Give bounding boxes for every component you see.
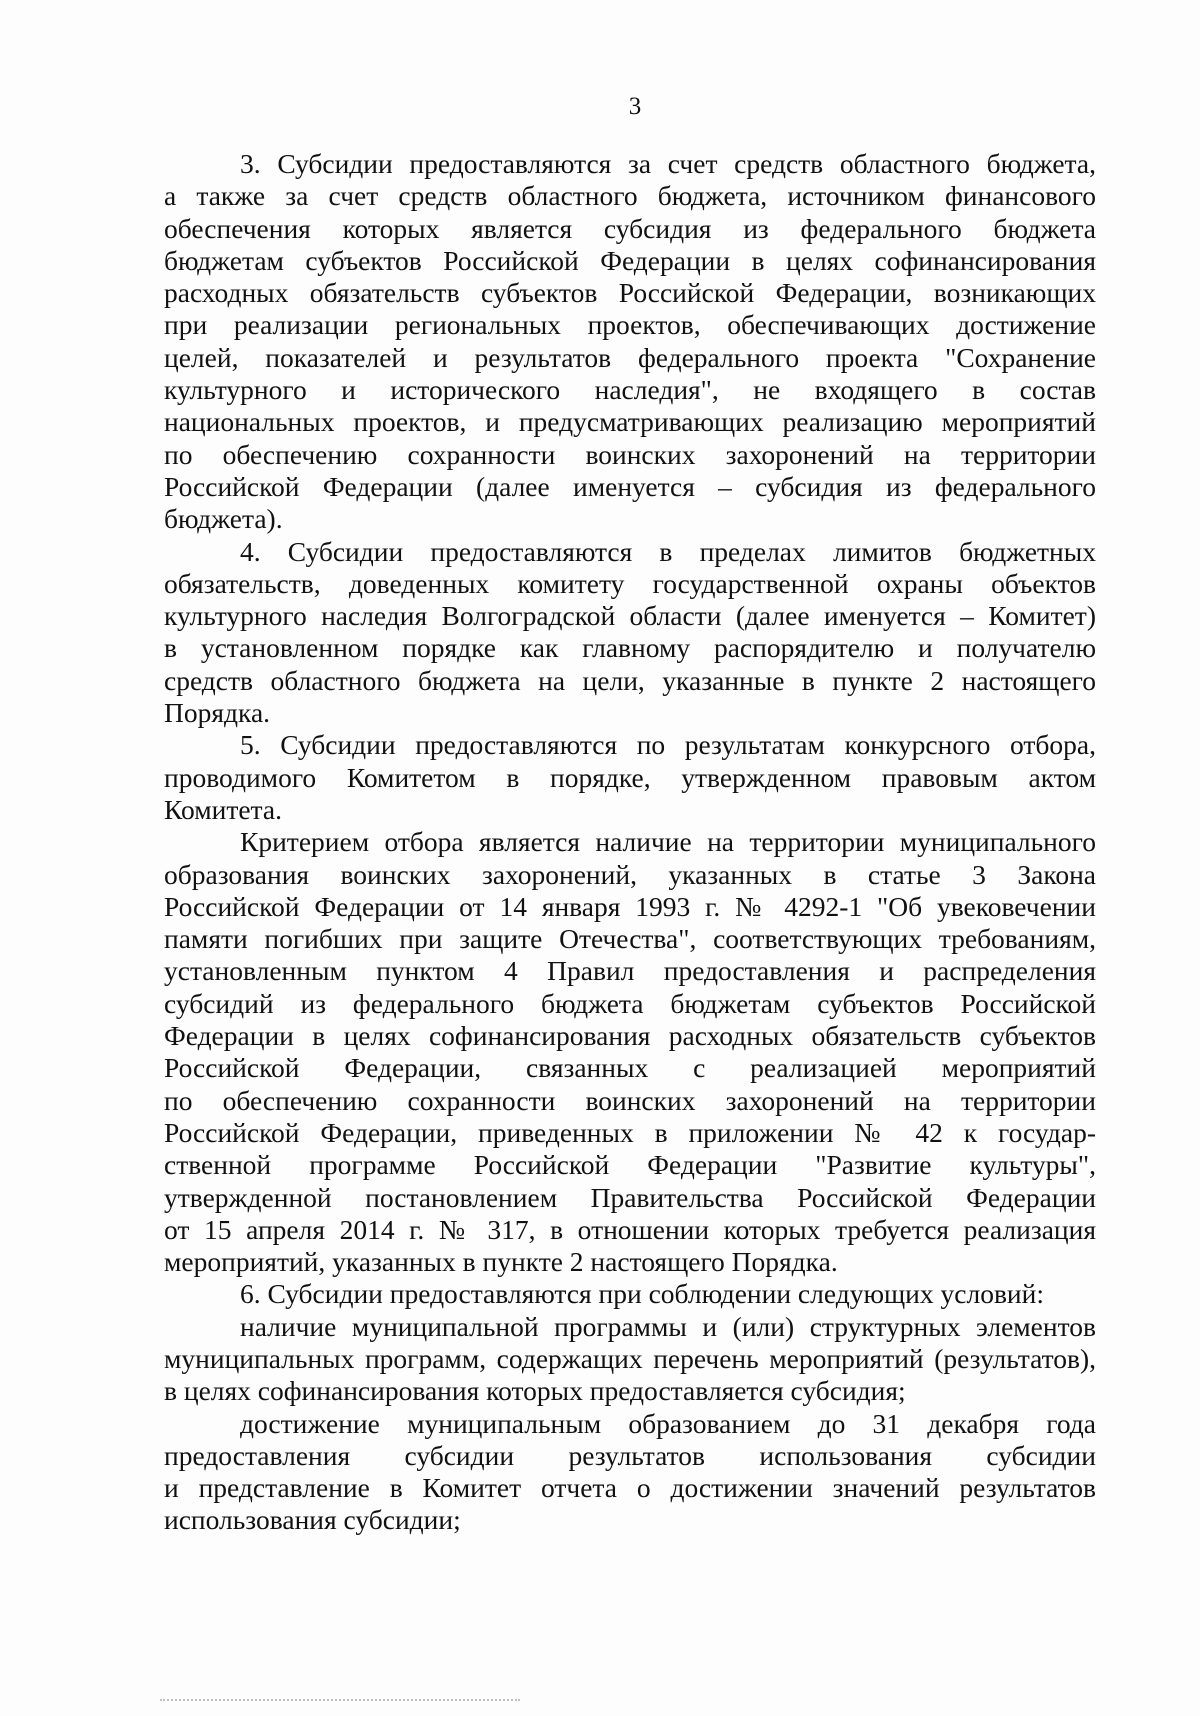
paragraph-item-5-criterion [164, 826, 1096, 1278]
text-line: 5. Субсидии предоставляются по результатам конкурсного отбора, [240, 729, 1096, 761]
text-line: обязательств, доведенных комитету государственной охраны объектов [164, 567, 1096, 599]
text-line: обеспечения которых является субсидия из федерального бюджета [164, 212, 1096, 244]
text-line: мероприятий, указанных в пункте 2 настоящего Порядка. [164, 1246, 838, 1278]
paragraph-item-6 [164, 1278, 1096, 1310]
paragraph-item-4 [164, 536, 1096, 730]
paragraph-item-6-condition-1 [164, 1311, 1096, 1408]
text-line: Порядка. [164, 697, 271, 729]
text-line: предоставления субсидии результатов использования субсидии [164, 1439, 1096, 1471]
text-line: и представление в Комитет отчета о достижении значений результатов [164, 1472, 1096, 1504]
text-line: Комитета. [164, 793, 282, 825]
text-line: субсидий из федерального бюджета бюджетам субъектов Российской [164, 987, 1096, 1019]
text-line: 3. Субсидии предоставляются за счет средств областного бюджета, [240, 148, 1096, 179]
text-line: при реализации региональных проектов, обеспечивающих достижение [164, 309, 1096, 341]
text-line: наличие муниципальной программы и (или) структурных элементов [240, 1310, 1096, 1342]
text-line: целей, показателей и результатов федерального проекта "Сохранение [164, 341, 1096, 373]
text-line: использования субсидии; [164, 1504, 461, 1536]
text-line: в установленном порядке как главному распорядителю и получателю [164, 632, 1096, 664]
text-line: 6. Субсидии предоставляются при соблюдении следующих условий: [240, 1278, 1044, 1310]
scan-artifact [160, 1699, 520, 1704]
text-line: Российской Федерации (далее именуется – субсидия из федерального [164, 470, 1096, 502]
text-line: памяти погибших при защите Отечества", соответствующих требованиям, [164, 923, 1096, 955]
text-line: культурного и исторического наследия", не входящего в состав [164, 374, 1096, 406]
text-line: проводимого Комитетом в порядке, утвержденном правовым актом [164, 761, 1096, 793]
text-line: утвержденной постановлением Правительства Российской Федерации [164, 1181, 1096, 1213]
text-line: расходных обязательств субъектов Российской Федерации, возникающих [164, 277, 1096, 309]
text-line: Федерации в целях софинансирования расходных обязательств субъектов [164, 1020, 1096, 1052]
text-line: ственной программе Российской Федерации "Развитие культуры", [164, 1149, 1096, 1181]
text-line: установленным пунктом 4 Правил предоставления и распределения [164, 955, 1096, 987]
page-number: 3 [628, 93, 642, 120]
text-line: достижение муниципальным образованием до 31 декабря года [240, 1407, 1096, 1439]
text-line: бюджета). [164, 503, 283, 535]
text-line: Российской Федерации, приведенных в приложении № 42 к государ- [164, 1116, 1096, 1148]
text-line: Российской Федерации, связанных с реализацией мероприятий [164, 1052, 1096, 1084]
text-line: муниципальных программ, содержащих перечень мероприятий (результатов), [164, 1342, 1096, 1374]
text-line: а также за счет средств областного бюджета, источником финансового [164, 180, 1096, 212]
paragraph-item-5 [164, 729, 1096, 826]
text-line: Российской Федерации от 14 января 1993 г. № 4292-1 "Об увековечении [164, 890, 1096, 922]
text-line: 4. Субсидии предоставляются в пределах лимитов бюджетных [240, 535, 1096, 567]
text-line: в целях софинансирования которых предоставляется субсидия; [164, 1375, 906, 1407]
text-line: по обеспечению сохранности воинских захоронений на территории [164, 1084, 1096, 1116]
text-line: Критерием отбора является наличие на территории муниципального [240, 826, 1096, 858]
paragraph-item-6-condition-2 [164, 1408, 1096, 1537]
text-line: культурного наследия Волгоградской области (далее именуется – Комитет) [164, 600, 1096, 632]
text-line: средств областного бюджета на цели, указанные в пункте 2 настоящего [164, 664, 1096, 696]
text-line: от 15 апреля 2014 г. № 317, в отношении которых требуется реализация [164, 1213, 1096, 1245]
paragraph-item-3 [164, 148, 1096, 536]
document-body [164, 148, 1096, 1537]
text-line: по обеспечению сохранности воинских захоронений на территории [164, 438, 1096, 470]
text-line: бюджетам субъектов Российской Федерации в целях софинансирования [164, 244, 1096, 276]
text-line: национальных проектов, и предусматривающих реализацию мероприятий [164, 406, 1096, 438]
text-line: образования воинских захоронений, указанных в статье 3 Закона [164, 858, 1096, 890]
